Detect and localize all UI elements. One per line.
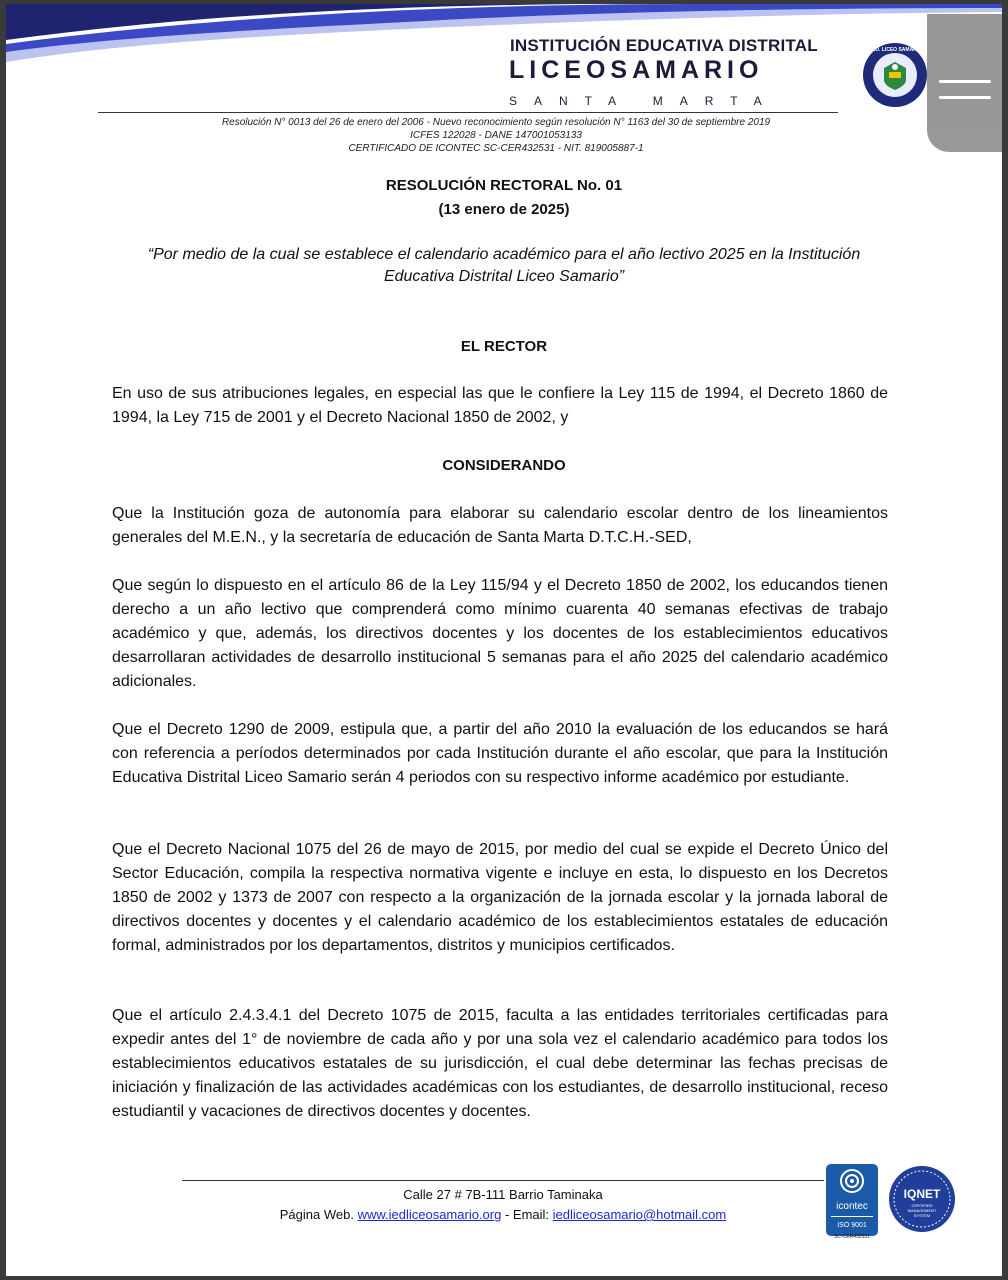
icontec-certification-logo bbox=[826, 1164, 878, 1236]
icontec-name: icontec bbox=[836, 1201, 868, 1212]
rector-heading: EL RECTOR bbox=[460, 338, 548, 355]
menu-bar-top bbox=[939, 80, 991, 83]
icontec-code: SC-CER432531 bbox=[834, 1234, 870, 1240]
web-label: Página Web. bbox=[279, 1207, 354, 1222]
header-swoosh-decoration bbox=[6, 4, 1002, 64]
overlay-menu-button[interactable] bbox=[927, 14, 1002, 152]
considerando-paragraph-2: Que según lo dispuesto en el artículo 86 de la Ley 115/94 y el Decreto 1850 de 2002, los educandos tienen derecho a un año lectivo que comprenderá como mínimo cuarenta 40 semanas efectivas de trabajo académico y que, además, los directivos docentes y los docentes de los establecimientos educativos desarrollaran actividades de desarrollo institucional 5 semanas para el año 2025 del calendario académico adicionales. bbox=[112, 577, 888, 690]
iqnet-certification-logo bbox=[888, 1165, 956, 1233]
considerando-paragraph-1: Que la Institución goza de autonomía para elaborar su calendario escolar dentro de los lineamientos generales del M.E.N., y la secretaría de educación de Santa Marta D.T.C.H.-SED, bbox=[112, 505, 888, 546]
considerando-heading: CONSIDERANDO bbox=[442, 457, 566, 474]
icontec-iso: ISO 9001 bbox=[837, 1222, 867, 1229]
seal-text: I.E.D. LICEO SAMARIO bbox=[867, 47, 923, 53]
institution-name: INSTITUCIÓN EDUCATIVA DISTRITAL bbox=[510, 36, 818, 55]
email-label: - Email: bbox=[501, 1207, 550, 1222]
website-link[interactable]: www.iedliceosamario.org bbox=[357, 1207, 502, 1222]
document-page bbox=[6, 4, 1002, 1276]
meta-line-icontec: CERTIFICADO DE ICONTEC SC-CER432531 - NIT. 819005887-1 bbox=[348, 143, 644, 154]
icontec-symbol-icon bbox=[826, 1164, 878, 1198]
resolution-motto bbox=[98, 244, 910, 288]
document-date: (13 enero de 2025) bbox=[438, 201, 570, 218]
meta-line-icfes: ICFES 122028 - DANE 147001053133 bbox=[410, 130, 582, 141]
motto-line-2: Educativa Distrital Liceo Samario” bbox=[383, 268, 625, 285]
considerando-paragraph-5: Que el artículo 2.4.3.4.1 del Decreto 1075 de 2015, faculta a las entidades territoriales certificadas para expedir antes del 1° de noviembre de cada año y por una sola vez el calendario académico para todos los establecimientos educativos estatales de su jurisdicción, el cual debe determinar las fechas precisas de iniciación y finalización de las actividades académicas con los estudiantes, de desarrollo institucional, receso estudiantil y vacaciones de directivos docentes y docentes. bbox=[112, 1007, 888, 1120]
header-rule bbox=[98, 112, 838, 113]
motto-line-1: “Por medio de la cual se establece el calendario académico para el año lectivo 2025 en la Institución bbox=[147, 246, 861, 263]
meta-line-resolution: Resolución N° 0013 del 26 de enero del 2006 - Nuevo reconocimiento según resolución N° 1163 del 30 de septiembre 2019 bbox=[221, 117, 771, 128]
school-seal-logo bbox=[862, 42, 928, 108]
iqnet-sub: CERTIFIED MANAGEMENT SYSTEM bbox=[907, 1203, 937, 1218]
school-name: LICEOSAMARIO bbox=[509, 56, 764, 84]
footer-contact bbox=[182, 1207, 824, 1222]
considerando-paragraph-3: Que el Decreto 1290 de 2009, estipula que, a partir del año 2010 la evaluación de los educandos se hará con referencia a períodos determinados por cada Institución durante el año escolar, que para la Institución Educativa Distrital Liceo Samario serán 4 periodos con su respectivo informe académico por estudiante. bbox=[112, 721, 888, 786]
city-name: SANTA MARTA bbox=[509, 94, 779, 108]
intro-paragraph: En uso de sus atribuciones legales, en especial las que le confiere la Ley 115 de 1994, el Decreto 1860 de 1994, la Ley 715 de 2001 y el Decreto Nacional 1850 de 2002, y bbox=[112, 385, 888, 426]
document-title: RESOLUCIÓN RECTORAL No. 01 bbox=[385, 177, 623, 194]
email-link[interactable]: iedliceosamario@hotmail.com bbox=[552, 1207, 727, 1222]
considerando-paragraph-4: Que el Decreto Nacional 1075 del 26 de mayo de 2015, por medio del cual se expide el Decreto Único del Sector Educación, compila la respectiva normativa vigente e incluye en esta, lo dispuesto en los Decretos 1850 de 2002 y 1373 de 2007 con respecto a la organización de la jornada escolar y la jornada laboral de directivos docentes y docentes y el calendario académico de los establecimientos estatales de educación formal, administrados por los departamentos, distritos y municipios certificados. bbox=[112, 841, 888, 954]
menu-bar-bottom bbox=[939, 96, 991, 99]
iqnet-name: IQNET bbox=[903, 1187, 941, 1201]
footer-address: Calle 27 # 7B-111 Barrio Taminaka bbox=[403, 1187, 603, 1202]
footer-rule bbox=[182, 1180, 824, 1181]
